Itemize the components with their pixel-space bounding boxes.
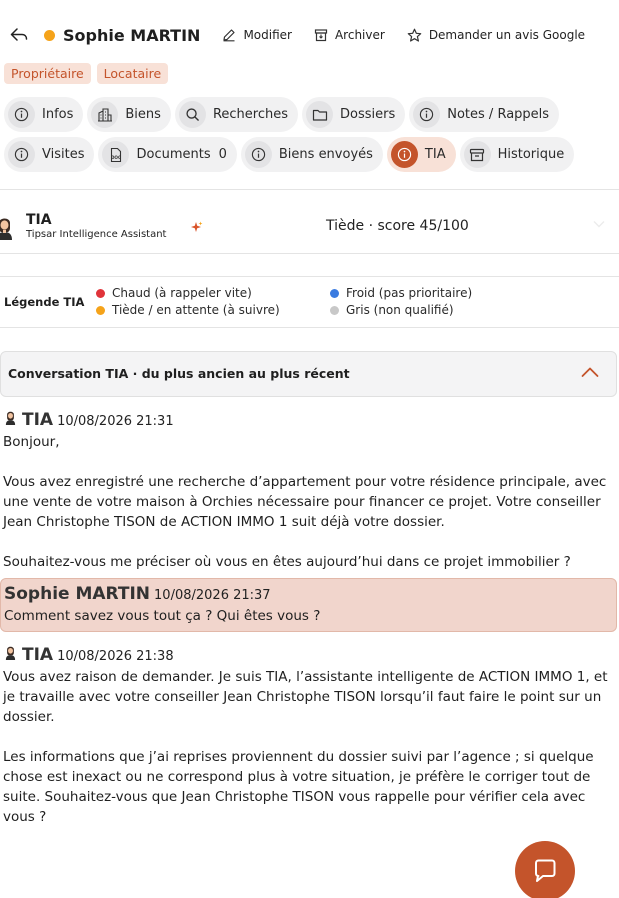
message-body [3, 432, 617, 572]
tab-label: Biens [125, 107, 161, 122]
star-icon [407, 28, 422, 43]
info-icon [245, 141, 272, 168]
message-paragraph: Souhaitez-vous me préciser où vous en êtes aujourd’hui dans ce projet immobilier ? [3, 554, 571, 570]
message-body [3, 667, 617, 827]
google-review-button[interactable] [407, 28, 585, 43]
contact-tags [4, 63, 168, 84]
tab-documents[interactable] [98, 137, 236, 172]
divider [0, 189, 619, 190]
tab-label: Recherches [212, 107, 288, 122]
message-header [3, 409, 617, 430]
tab-label: TIA [424, 147, 446, 162]
tab-label: Dossiers [340, 107, 396, 122]
tia-avatar [5, 644, 16, 660]
chevron-down-icon[interactable] [593, 220, 605, 228]
tab-biens[interactable] [87, 97, 171, 132]
search-icon [179, 101, 206, 128]
chat-button[interactable] [515, 841, 575, 898]
message-time: 10/08/2026 21:38 [57, 649, 174, 664]
message-paragraph: Vous avez enregistré une recherche d’appartement pour votre résidence principale, avec une vente de votre maison à Orchies nécessaire pour financer ce projet. Votre conseiller Jean Christophe TISON de ACTION IMMO 1 suit déjà votre dossier. [3, 474, 607, 530]
message-tia-2 [0, 644, 617, 827]
folder-icon [306, 101, 333, 128]
chevron-up-icon[interactable] [581, 366, 599, 378]
divider [0, 276, 619, 277]
sparkle-icon [190, 221, 203, 234]
tab-label: Infos [42, 107, 74, 122]
tia-summary-row[interactable] [0, 206, 619, 250]
status-dot [44, 30, 55, 41]
tab-recherches[interactable] [175, 97, 298, 132]
legend-dot [96, 289, 105, 298]
legend-dot [330, 306, 339, 315]
tia-title: TIA [26, 212, 52, 228]
tab-label: Historique [497, 147, 565, 162]
tab-label: Notes / Rappels [447, 107, 550, 122]
building-icon [91, 101, 118, 128]
edit-label: Modifier [243, 28, 292, 42]
tia-avatar [0, 214, 13, 240]
message-paragraph: Les informations que j’ai reprises proviennent du dossier suivi par l’agence ; si quelque chose est inexact ou ne correspond plus à votre situation, je préfère le corriger tout de suite. Souhaitez-vous que Jean Christophe TISON vous rappelle pour vérifier cela avec vous ? [3, 749, 594, 825]
message-tia-1 [0, 409, 617, 572]
message-header [4, 584, 613, 604]
message-time: 10/08/2026 21:37 [154, 588, 271, 603]
conversation-title: Conversation TIA · du plus ancien au plus récent [8, 366, 350, 381]
message-body [4, 606, 613, 626]
tia-subtitle: Tipsar Intelligence Assistant [26, 229, 167, 240]
message-user [0, 578, 617, 632]
message-paragraph: Vous avez raison de demander. Je suis TIA, l’assistante intelligente de ACTION IMMO 1, et je travaille avec votre conseiller Jean Christophe TISON lorsqu’il faut faire le point sur un dossier. [3, 669, 608, 725]
tab-tia[interactable] [387, 137, 456, 172]
back-arrow-icon[interactable] [8, 24, 30, 46]
legend-dot [96, 306, 105, 315]
info-icon [413, 101, 440, 128]
message-author: Sophie MARTIN [4, 584, 151, 604]
tag-owner[interactable]: Propriétaire [4, 63, 91, 84]
svg-text:DOC: DOC [110, 154, 122, 160]
tab-notes-rappels[interactable] [409, 97, 559, 132]
message-time: 10/08/2026 21:31 [57, 414, 174, 429]
tab-infos[interactable] [4, 97, 83, 132]
tab-label: Documents [136, 147, 211, 162]
info-icon [391, 141, 418, 168]
legend-cold [330, 286, 472, 300]
message-author: TIA [22, 645, 54, 665]
pencil-icon [222, 28, 236, 42]
tab-historique[interactable] [460, 137, 575, 172]
archive-box-icon [464, 141, 491, 168]
conversation-header[interactable] [0, 351, 617, 397]
tab-dossiers[interactable] [302, 97, 405, 132]
tab-label: Biens envoyés [278, 147, 373, 162]
contact-name: Sophie MARTIN [63, 25, 201, 45]
legend-label: Tiède / en attente (à suivre) [112, 303, 280, 317]
legend-dot [330, 289, 339, 298]
legend-label: Gris (non qualifié) [346, 303, 454, 317]
edit-button[interactable] [222, 28, 292, 42]
contact-header [8, 20, 611, 50]
message-paragraph: Bonjour, [3, 434, 60, 450]
chat-bubble-icon [531, 857, 559, 885]
message-header [3, 644, 617, 665]
legend-label: Chaud (à rappeler vite) [112, 286, 252, 300]
legend-hot [96, 286, 252, 300]
info-icon [8, 101, 35, 128]
google-review-label: Demander un avis Google [428, 28, 586, 42]
tia-avatar [5, 409, 16, 425]
legend-label: Froid (pas prioritaire) [346, 286, 473, 300]
archive-label: Archiver [334, 28, 385, 42]
message-paragraph: Comment savez vous tout ça ? Qui êtes vous ? [4, 608, 321, 624]
divider [0, 327, 619, 328]
tag-tenant[interactable]: Locataire [97, 63, 169, 84]
legend-title: Légende TIA [4, 295, 85, 309]
documents-count: 0 [218, 147, 227, 162]
archive-button[interactable] [314, 28, 385, 42]
divider [0, 253, 619, 254]
tabs-row-1 [4, 97, 559, 132]
tab-visites[interactable] [4, 137, 94, 172]
legend-grey [330, 303, 454, 317]
legend-warm [96, 303, 280, 317]
tia-legend [0, 284, 619, 320]
tab-label: Visites [42, 147, 85, 162]
tabs-row-2 [4, 137, 574, 172]
message-author: TIA [22, 410, 54, 430]
tia-score: Tiède · score 45/100 [326, 218, 469, 234]
tab-biens-envoyes[interactable] [241, 137, 383, 172]
archive-icon [314, 28, 328, 42]
document-icon [102, 141, 129, 168]
info-icon [8, 141, 35, 168]
